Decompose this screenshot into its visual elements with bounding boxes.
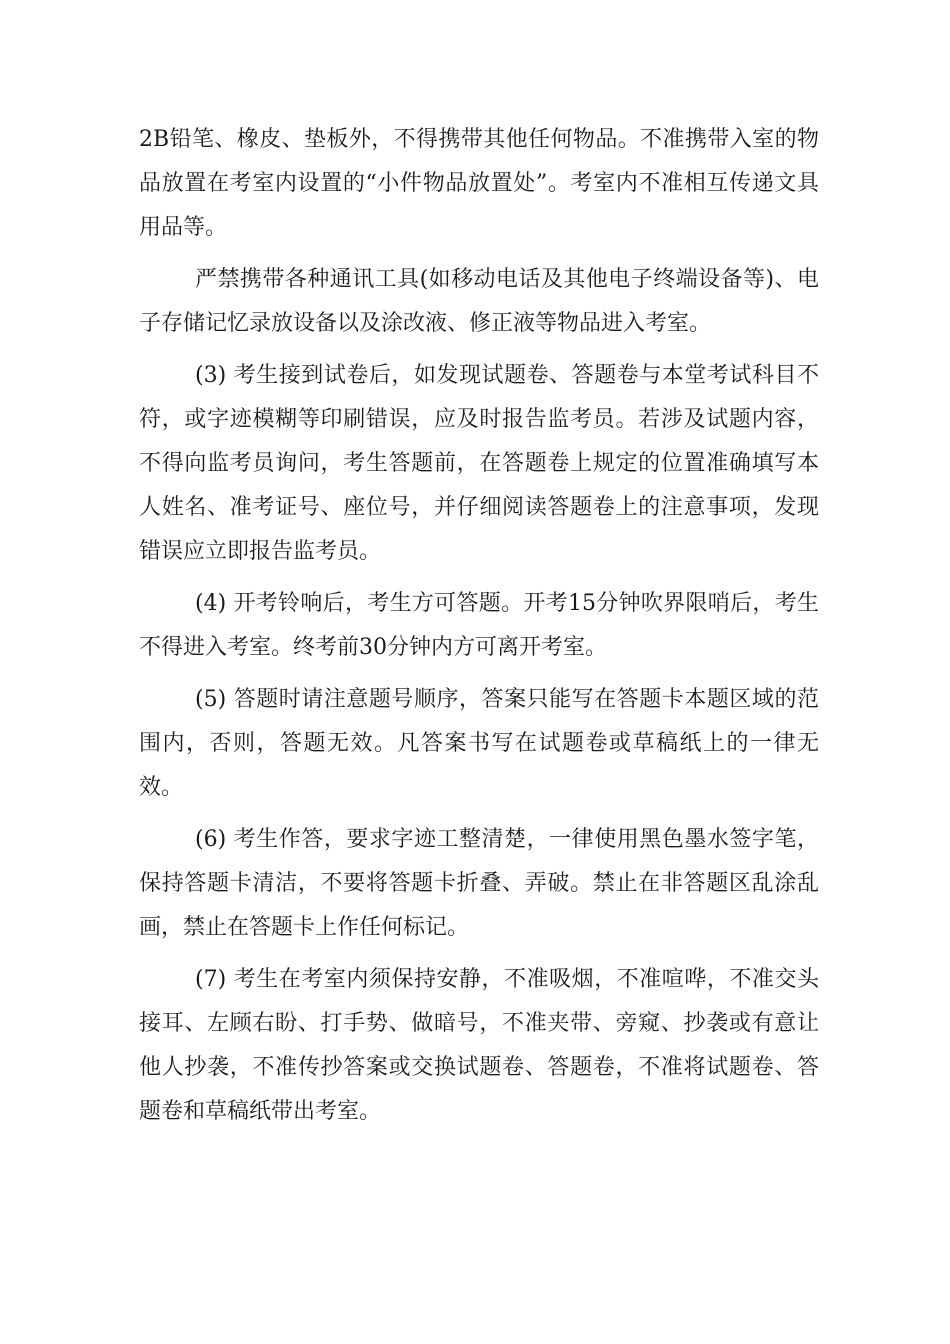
paragraph-rule-5: (5) 答题时请注意题号顺序，答案只能写在答题卡本题区域的范围内，否则，答题无效。凡答案书写在试题卷或草稿纸上的一律无效。	[139, 687, 819, 800]
paragraph-rule-4: (4) 开考铃响后，考生方可答题。开考15分钟吹界限哨后，考生不得进入考室。终考前30分钟内方可离开考室。	[139, 591, 819, 660]
paragraph-rule-6: (6) 考生作答，要求字迹工整清楚，一律使用黑色墨水签字笔，保持答题卡清洁，不要将答题卡折叠、弄破。禁止在非答题区乱涂乱画，禁止在答题卡上作任何标记。	[139, 827, 819, 940]
paragraph-rule-3: (3) 考生接到试卷后，如发现试题卷、答题卷与本堂考试科目不符，或字迹模糊等印刷错误，应及时报告监考员。若涉及试题内容，不得向监考员询问，考生答题前，在答题卷上规定的位置准确填写本人姓名、准考证号、座位号，并仔细阅读答题卷上的注意事项，发现错误应立即报告监考员。	[139, 363, 819, 564]
paragraph-rule-7: (7) 考生在考室内须保持安静，不准吸烟，不准喧哗，不准交头接耳、左顾右盼、打手势、做暗号，不准夹带、旁窥、抄袭或有意让他人抄袭，不准传抄答案或交换试题卷、答题卷，不准将试题卷、答题卷和草稿纸带出考室。	[139, 967, 819, 1124]
paragraph-prohibited-items: 严禁携带各种通讯工具(如移动电话及其他电子终端设备等)、电子存储记忆录放设备以及涂改液、修正液等物品进入考室。	[139, 267, 819, 336]
document-body	[139, 118, 819, 1142]
paragraph-continuation: 2B铅笔、橡皮、垫板外，不得携带其他任何物品。不准携带入室的物品放置在考室内设置的“小件物品放置处”。考室内不准相互传递文具用品等。	[139, 127, 819, 240]
